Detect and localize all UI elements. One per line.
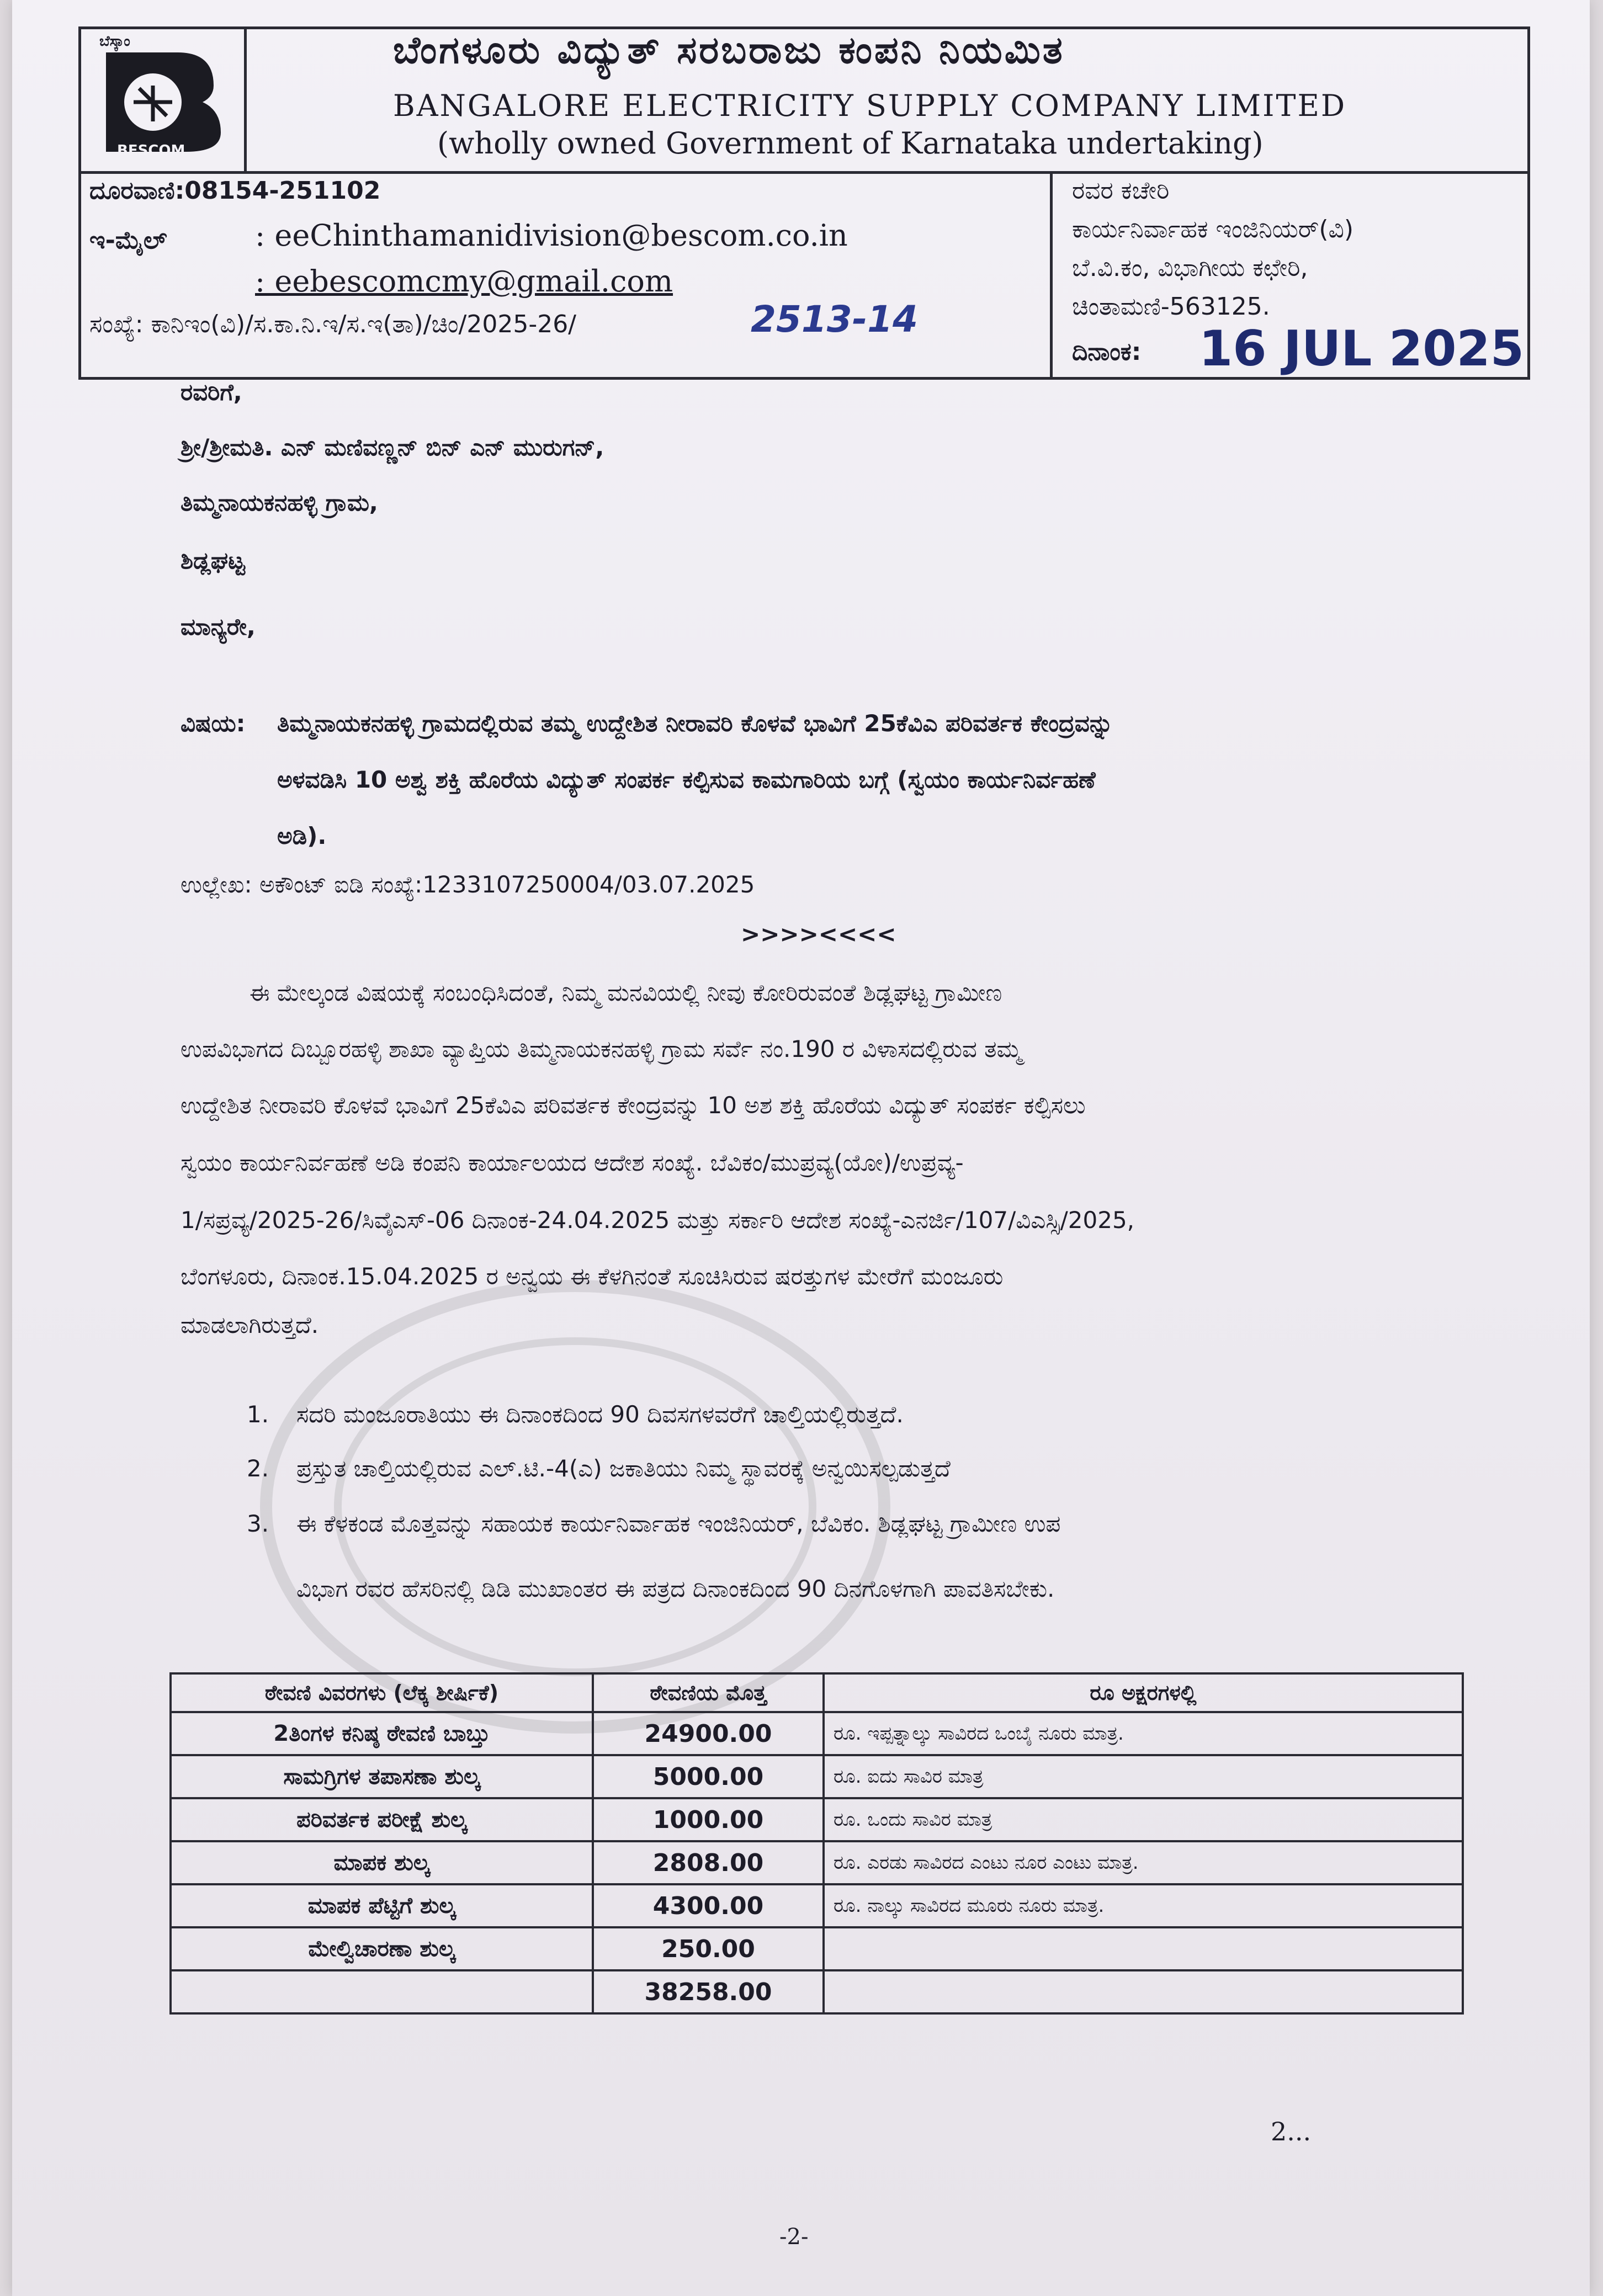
fee-in-words: ರೂ. ಇಪ್ಪತ್ನಾಲ್ಕು ಸಾವಿರದ ಒಂಬೈ ನೂರು ಮಾತ್ರ. [824,1712,1463,1755]
body-line-2: ಉಪವಿಭಾಗದ ದಿಬ್ಬೂರಹಳ್ಳಿ ಶಾಖಾ ವ್ಯಾಪ್ತಿಯ ತಿಮ್ಮನಾಯಕನಹಳ್ಳಿ ಗ್ರಾಮ ಸರ್ವೆ ನಂ.190 ರ ವಿಳಾಸದಲ್ಲಿರುವ ತಮ್ಮ [181,1035,1022,1062]
table-header-row [171,1673,1463,1712]
table-row [171,1841,1463,1884]
phone-number: ದೂರವಾಣಿ:08154-251102 [89,177,381,205]
total-amount: 38258.00 [593,1970,824,2013]
office-divider [1050,171,1053,380]
body-line-1: ಈ ಮೇಲ್ಕಂಡ ವಿಷಯಕ್ಕೆ ಸಂಬಂಧಿಸಿದಂತೆ, ನಿಮ್ಮ ಮನವಿಯಲ್ಲಿ ನೀವು ಕೋರಿರುವಂತೆ ಶಿಡ್ಲಘಟ್ಟ ಗ್ರಾಮೀಣ [250,979,1002,1006]
condition-number: 1. [247,1401,269,1428]
fee-amount: 5000.00 [593,1755,824,1798]
office-division: ಬೆ.ವಿ.ಕಂ, ವಿಭಾಗೀಯ ಕಛೇರಿ, [1072,254,1308,282]
letterhead-divider [78,171,1530,174]
condition-number: 3. [247,1510,269,1537]
condition-text: ಈ ಕೆಳಕಂಡ ಮೊತ್ತವನ್ನು ಸಹಾಯಕ ಕಾರ್ಯನಿರ್ವಾಹಕ ಇಂಜಿನಿಯರ್, ಬೆವಿಕಂ. ಶಿಡ್ಲಘಟ್ಟ ಗ್ರಾಮೀಣ ಉಪ [296,1510,1061,1537]
fee-amount: 250.00 [593,1927,824,1970]
date-stamp: 16 JUL 2025 [1199,320,1524,377]
kannada-company-title: ಬೆಂಗಳೂರು ವಿದ್ಯುತ್ ಸರಬರಾಜು ಕಂಪನಿ ನಿಯಮಿತ [393,29,1065,72]
condition-text: ಸದರಿ ಮಂಜೂರಾತಿಯು ಈ ದಿನಾಂಕದಿಂದ 90 ದಿವಸಗಳವರೆಗೆ ಚಾಲ್ತಿಯಲ್ಲಿರುತ್ತದೆ. [296,1401,904,1428]
fee-table [169,1672,1464,2015]
page-number: -2- [779,2224,809,2250]
table-row [171,1927,1463,1970]
office-label: ರವರ ಕಚೇರಿ [1072,177,1170,205]
office-designation: ಕಾರ್ಯನಿರ್ವಾಹಕ ಇಂಜಿನಿಯರ್(ವಿ) [1072,215,1354,243]
body-line-6: ಬೆಂಗಳೂರು, ದಿನಾಂಕ.15.04.2025 ರ ಅನ್ವಯ ಈ ಕೆಳಗಿನಂತೆ ಸೂಚಿಸಿರುವ ಷರತ್ತುಗಳ ಮೇರೆಗೆ ಮಂಜೂರು [181,1263,1004,1290]
body-line-7: ಮಾಡಲಾಗಿರುತ್ತದೆ. [181,1311,319,1338]
recipient-to: ರವರಿಗೆ, [181,379,242,406]
bescom-logo [95,33,233,160]
total-in-words [824,1970,1463,2013]
date-label: ದಿನಾಂಕ: [1072,338,1142,366]
handwritten-reference: 2513-14 [751,298,918,341]
body-line-5: 1/ಸಪ್ರವ್ಯ/2025-26/ಸಿವೈಎಸ್-06 ದಿನಾಂಕ-24.04.2025 ಮತ್ತು ಸರ್ಕಾರಿ ಆದೇಶ ಸಂಖ್ಯೆ-ಎನರ್ಜಿ/107/ವಿಎಸ್ಸಿ/2025, [181,1207,1135,1234]
condition-text-continued: ವಿಭಾಗ ರವರ ಹೆಸರಿನಲ್ಲಿ ಡಿಡಿ ಮುಖಾಂತರ ಈ ಪತ್ರದ ದಿನಾಂಕದಿಂದ 90 ದಿನಗೊಳಗಾಗಿ ಪಾವತಿಸಬೇಕು. [296,1575,1055,1602]
header-amount-in-words: ರೂ ಅಕ್ಷರಗಳಲ್ಲಿ [824,1673,1463,1712]
english-company-title: BANGALORE ELECTRICITY SUPPLY COMPANY LIMITED [393,88,1347,123]
logo-divider [244,26,247,171]
logo-kannada-text: ಬೆಸ್ಕಾಂ [99,33,130,50]
email-secondary: : eebescomcmy@gmail.com [255,264,673,299]
fee-head: ಪರಿವರ್ತಕ ಪರೀಕ್ಷೆ ಶುಲ್ಕ [171,1798,593,1841]
subject-line-1: ತಿಮ್ಮನಾಯಕನಹಳ್ಳಿ ಗ್ರಾಮದಲ್ಲಿರುವ ತಮ್ಮ ಉದ್ದೇಶಿತ ನೀರಾವರಿ ಕೊಳವೆ ಭಾವಿಗೆ 25ಕೆವಿಎ ಪರಿವರ್ತಕ ಕೇಂದ್ರವನ್ನು [277,710,1113,737]
body-line-3: ಉದ್ದೇಶಿತ ನೀರಾವರಿ ಕೊಳವೆ ಭಾವಿಗೆ 25ಕೆವಿಎ ಪರಿವರ್ತಕ ಕೇಂದ್ರವನ್ನು 10 ಅಶ ಶಕ್ತಿ ಹೊರೆಯ ವಿದ್ಯುತ್ ಸಂಪರ್ಕ ಕಲ್ಪಿಸಲು [181,1092,1086,1119]
email-primary: : eeChinthamanidivision@bescom.co.in [255,218,848,253]
fee-in-words: ರೂ. ಐದು ಸಾವಿರ ಮಾತ್ರ [824,1755,1463,1798]
fee-in-words: ರೂ. ಎರಡು ಸಾವಿರದ ಎಂಟು ನೂರ ಎಂಟು ಮಾತ್ರ. [824,1841,1463,1884]
total-label [171,1970,593,2013]
fee-head: ಸಾಮಗ್ರಿಗಳ ತಪಾಸಣಾ ಶುಲ್ಕ [171,1755,593,1798]
fee-in-words: ರೂ. ಒಂದು ಸಾವಿರ ಮಾತ್ರ [824,1798,1463,1841]
condition-text: ಪ್ರಸ್ತುತ ಚಾಲ್ತಿಯಲ್ಲಿರುವ ಎಲ್.ಟಿ.-4(ಎ) ಜಕಾತಿಯು ನಿಮ್ಮ ಸ್ಥಾವರಕ್ಕೆ ಅನ್ವಯಿಸಲ್ಪಡುತ್ತದೆ [296,1455,951,1482]
document-page [12,0,1590,2296]
section-separator: >>>><<<< [741,921,896,948]
reference-line: ಉಲ್ಲೇಖ: ಅಕೌಂಟ್ ಐಡಿ ಸಂಖ್ಯೆ:1233107250004/03.07.2025 [181,871,755,898]
reference-number: ಸಂಖ್ಯೆ: ಕಾನಿಇಂ(ವಿ)/ಸ.ಕಾ.ನಿ.ಇ/ಸ.ಇ(ತಾ)/ಚಿಂ/2025-26/ [89,310,577,338]
recipient-village: ತಿಮ್ಮನಾಯಕನಹಳ್ಳಿ ಗ್ರಾಮ, [181,489,378,516]
fee-amount: 4300.00 [593,1884,824,1927]
subject-label: ವಿಷಯ: [181,710,246,737]
fee-amount: 1000.00 [593,1798,824,1841]
table-total-row [171,1970,1463,2013]
fee-amount: 24900.00 [593,1712,824,1755]
fee-head: ಮಾಪಕ ಪೆಟ್ಟಿಗೆ ಶುಲ್ಕ [171,1884,593,1927]
body-line-4: ಸ್ವಯಂ ಕಾರ್ಯನಿರ್ವಹಣೆ ಅಡಿ ಕಂಪನಿ ಕಾರ್ಯಾಲಯದ ಆದೇಶ ಸಂಖ್ಯೆ. ಬೆವಿಕಂ/ಮುಪ್ರವ್ಯ(ಯೋ)/ಉಪ್ರವ್ಯ- [181,1149,964,1176]
table-row [171,1755,1463,1798]
recipient-taluk: ಶಿಡ್ಲಘಟ್ಟ [181,547,245,574]
subject-line-2: ಅಳವಡಿಸಿ 10 ಅಶ್ವ ಶಕ್ತಿ ಹೊರೆಯ ವಿದ್ಯುತ್ ಸಂಪರ್ಕ ಕಲ್ಪಿಸುವ ಕಾಮಗಾರಿಯ ಬಗ್ಗೆ (ಸ್ವಯಂ ಕಾರ್ಯನಿರ್ವಹಣೆ [277,766,1096,793]
header-deposit-details: ಠೇವಣಿ ವಿವರಗಳು (ಲೆಕ್ಕ ಶೀರ್ಷಿಕೆ) [171,1673,593,1712]
logo-english-text: BESCOM [117,142,185,159]
fee-in-words [824,1927,1463,1970]
header-deposit-amount: ಠೇವಣಿಯ ಮೊತ್ತ [593,1673,824,1712]
fee-head: ಮಾಪಕ ಶುಲ್ಕ [171,1841,593,1884]
fee-amount: 2808.00 [593,1841,824,1884]
condition-number: 2. [247,1455,269,1482]
table-row [171,1884,1463,1927]
recipient-name: ಶ್ರೀ/ಶ್ರೀಮತಿ. ಎನ್ ಮಣಿವಣ್ಣನ್ ಬಿನ್ ಎನ್ ಮುರುಗನ್, [181,434,604,461]
salutation: ಮಾನ್ಯರೇ, [181,613,256,640]
table-row [171,1712,1463,1755]
fee-head: 2ತಿಂಗಳ ಕನಿಷ್ಠ ಠೇವಣಿ ಬಾಬ್ತು [171,1712,593,1755]
fee-head: ಮೇಲ್ವಿಚಾರಣಾ ಶುಲ್ಕ [171,1927,593,1970]
subject-line-3: ಅಡಿ). [277,822,327,849]
fee-in-words: ರೂ. ನಾಲ್ಕು ಸಾವಿರದ ಮೂರು ನೂರು ಮಾತ್ರ. [824,1884,1463,1927]
office-location: ಚಿಂತಾಮಣಿ-563125. [1072,293,1270,321]
table-row [171,1798,1463,1841]
email-label: ಇ-ಮೈಲ್ [89,226,167,254]
continued-marker: 2... [1271,2117,1312,2146]
company-subtitle: (wholly owned Government of Karnataka undertaking) [437,126,1264,161]
